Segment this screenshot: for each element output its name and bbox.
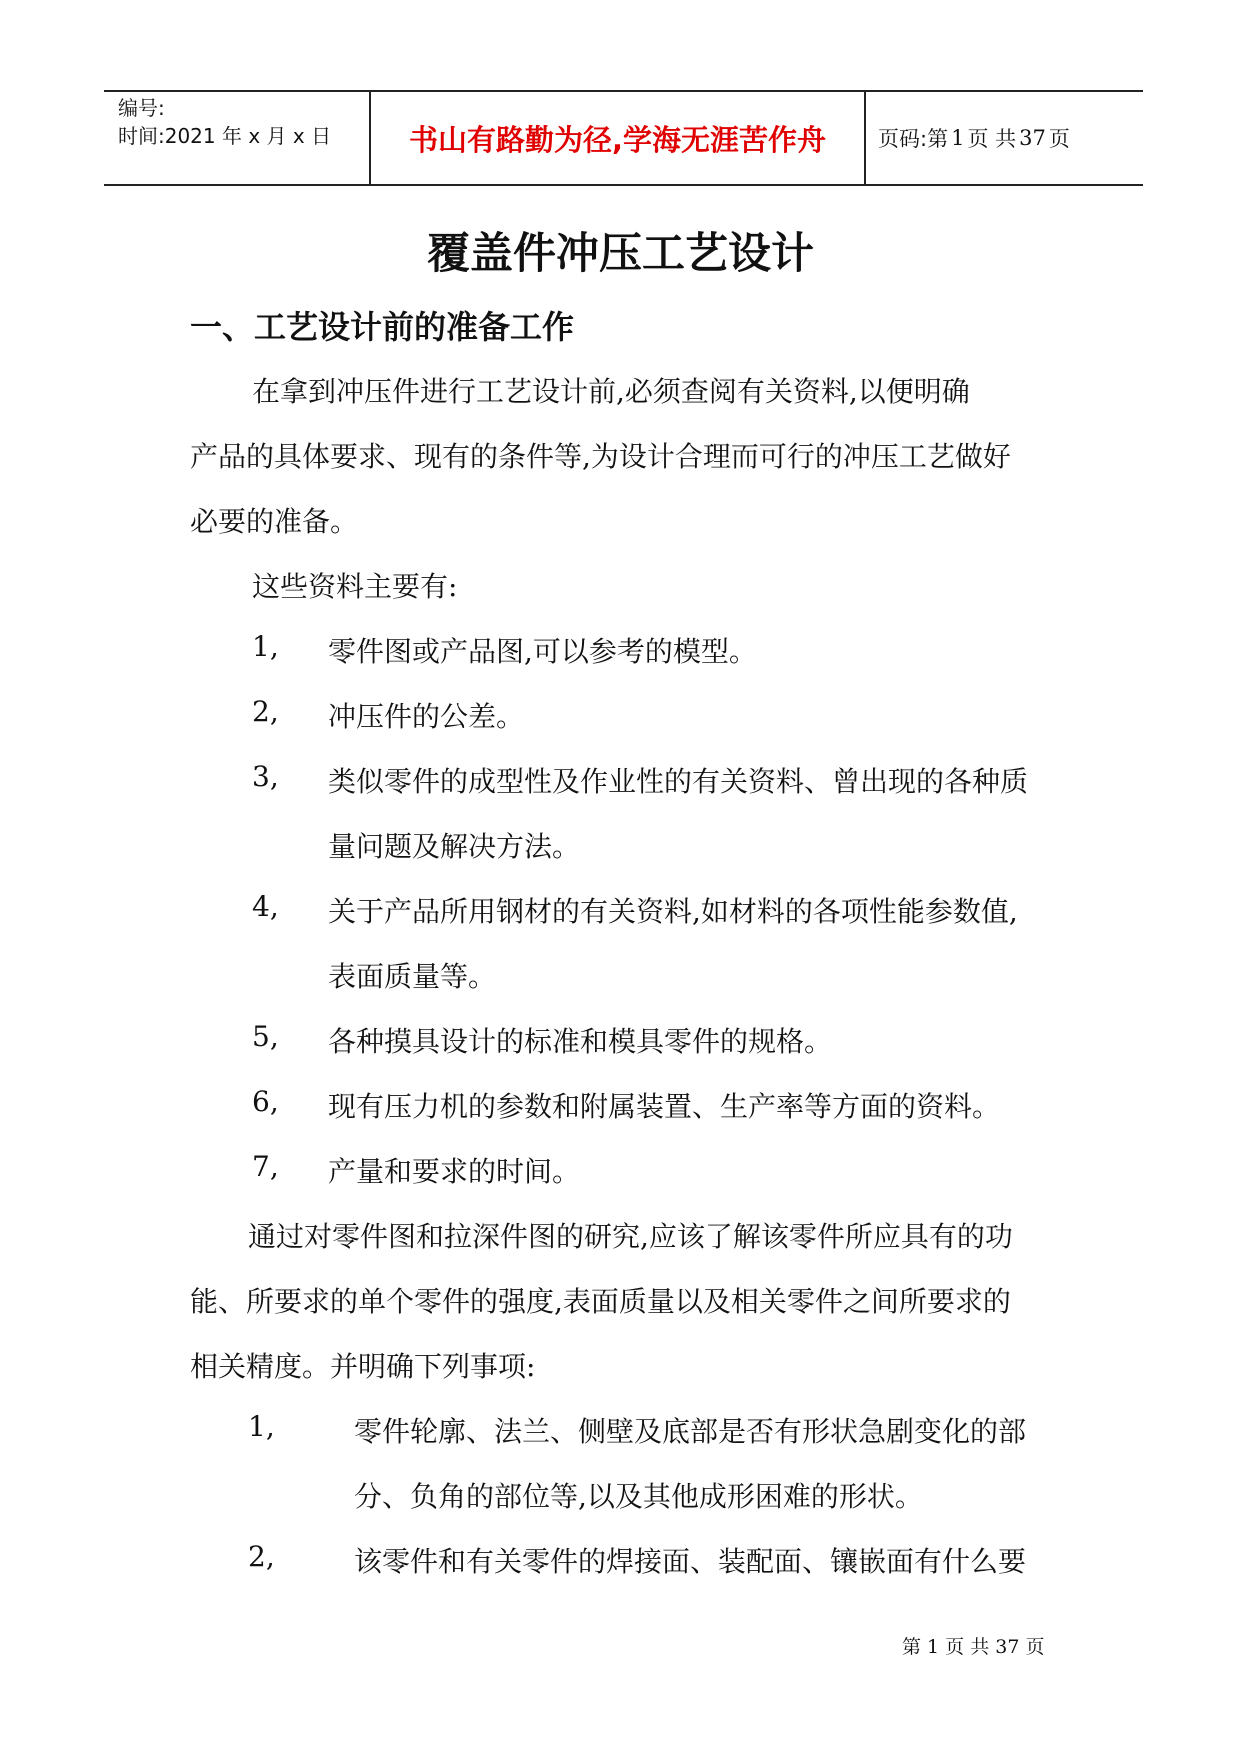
document-title: 覆盖件冲压工艺设计 xyxy=(427,229,814,279)
study-line: 通过对零件图和拉深件图的研究,应该了解该零件所应具有的功 xyxy=(248,1220,1013,1253)
page-footer: 第 1 页 共 37 页 xyxy=(902,1636,1045,1658)
date-label: 时间:2021 年 x 月 x 日 xyxy=(118,124,332,148)
list-item-continuation: 量问题及解决方法。 xyxy=(328,830,581,863)
list-item-number: 5, xyxy=(252,1020,279,1053)
list-item-number: 1, xyxy=(252,630,279,663)
serial-label: 编号: xyxy=(118,96,165,120)
intro-line: 必要的准备。 xyxy=(190,505,359,538)
header-motto: 书山有路勤为径,学海无涯苦作舟 xyxy=(408,122,827,157)
page-label-prefix: 页码:第 xyxy=(878,127,949,151)
list-item-continuation: 表面质量等。 xyxy=(328,960,497,993)
list-intro: 这些资料主要有: xyxy=(252,570,458,603)
intro-line: 产品的具体要求、现有的条件等,为设计合理而可行的冲压工艺做好 xyxy=(190,440,1011,473)
list-item-number: 2, xyxy=(252,695,279,728)
intro-line: 在拿到冲压件进行工艺设计前,必须查阅有关资料,以便明确 xyxy=(252,375,970,408)
list-item: 冲压件的公差。 xyxy=(328,700,525,733)
page-current: 1 xyxy=(951,126,965,150)
page-label-suffix: 页 xyxy=(1048,127,1070,151)
header-motto-cell xyxy=(369,92,866,184)
study-line: 相关精度。并明确下列事项: xyxy=(190,1350,536,1383)
list-item: 产量和要求的时间。 xyxy=(328,1155,581,1188)
list-item-number: 3, xyxy=(252,760,279,793)
list2-item-continuation: 分、负角的部位等,以及其他成形困难的形状。 xyxy=(354,1480,923,1513)
list2-item-number: 1, xyxy=(248,1410,275,1443)
list2-item: 该零件和有关零件的焊接面、装配面、镶嵌面有什么要 xyxy=(354,1545,1027,1578)
page-header xyxy=(104,90,1143,186)
page-label-mid: 页 共 xyxy=(967,127,1017,151)
list-item-number: 4, xyxy=(252,890,279,923)
list-item: 现有压力机的参数和附属装置、生产率等方面的资料。 xyxy=(328,1090,1001,1123)
list-item-number: 6, xyxy=(252,1085,279,1118)
study-line: 能、所要求的单个零件的强度,表面质量以及相关零件之间所要求的 xyxy=(190,1285,1011,1318)
list-item: 类似零件的成型性及作业性的有关资料、曾出现的各种质 xyxy=(328,765,1029,798)
header-page-info xyxy=(864,92,1143,184)
section-heading: 一、工艺设计前的准备工作 xyxy=(190,308,575,346)
list2-item: 零件轮廓、法兰、侧壁及底部是否有形状急剧变化的部 xyxy=(354,1415,1027,1448)
header-meta xyxy=(104,92,369,184)
list2-item-number: 2, xyxy=(248,1540,275,1573)
page-total: 37 xyxy=(1019,126,1046,150)
list-item: 关于产品所用钢材的有关资料,如材料的各项性能参数值, xyxy=(328,895,1018,928)
list-item-number: 7, xyxy=(252,1150,279,1183)
list-item: 零件图或产品图,可以参考的模型。 xyxy=(328,635,757,668)
list-item: 各种摸具设计的标准和模具零件的规格。 xyxy=(328,1025,833,1058)
